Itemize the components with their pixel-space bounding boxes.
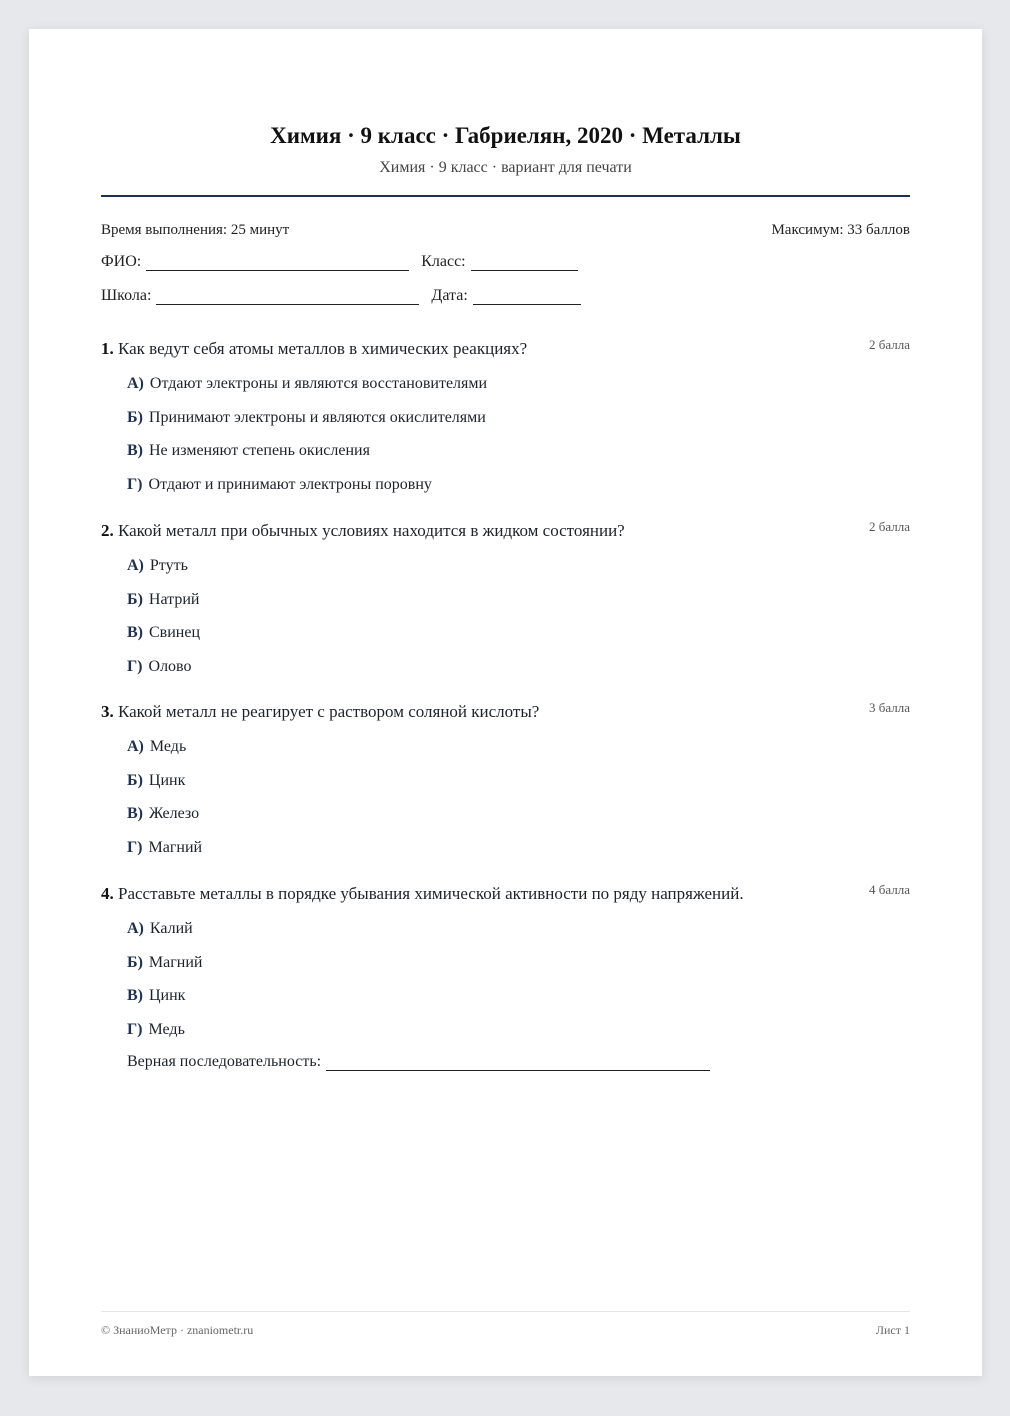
option-a[interactable]	[127, 374, 910, 408]
option-b[interactable]	[127, 771, 910, 805]
option-letter: Г)	[127, 838, 143, 856]
option-letter: Б)	[127, 408, 143, 426]
page-subtitle: Химия · 9 класс · вариант для печати	[379, 159, 632, 176]
question-1	[101, 339, 910, 508]
options-list	[101, 919, 910, 1053]
question-header	[101, 702, 910, 726]
option-b[interactable]	[127, 408, 910, 442]
footer-sheet-number: Лист 1	[875, 1323, 910, 1337]
option-letter: Б)	[127, 953, 143, 971]
max-score: Максимум: 33 баллов	[771, 222, 910, 238]
options-list	[101, 374, 910, 508]
sequence-label: Верная последовательность:	[127, 1053, 322, 1070]
option-a[interactable]	[127, 556, 910, 590]
question-points: 2 балла	[869, 337, 910, 352]
option-letter: А)	[127, 375, 144, 392]
option-v[interactable]	[127, 623, 910, 657]
option-a[interactable]	[127, 737, 910, 771]
option-text: Ртуть	[149, 557, 188, 574]
option-text: Магний	[148, 953, 203, 971]
option-letter: Г)	[127, 1020, 143, 1038]
option-text: Натрий	[148, 590, 200, 608]
fio-class-row	[101, 253, 590, 271]
option-text: Принимают электроны и являются окислителями	[148, 408, 486, 426]
option-text: Отдают электроны и являются восстановителями	[149, 375, 488, 392]
question-text: Расставьте металлы в порядке убывания химической активности по ряду напряжений.	[118, 884, 744, 903]
option-letter: А)	[127, 557, 144, 574]
option-text: Магний	[148, 838, 203, 856]
school-label: Школа:	[101, 287, 152, 304]
option-letter: Г)	[127, 657, 143, 675]
school-date-row	[101, 287, 593, 305]
sequence-answer-field[interactable]	[326, 1056, 710, 1071]
time-limit: Время выполнения: 25 минут	[101, 222, 290, 238]
question-number: 2.	[101, 521, 114, 540]
sequence-answer-row	[127, 1053, 910, 1071]
option-v[interactable]	[127, 441, 910, 475]
option-letter: Б)	[127, 771, 143, 789]
option-letter: В)	[127, 805, 143, 822]
option-letter: А)	[127, 920, 144, 937]
option-letter: Б)	[127, 590, 143, 608]
option-g[interactable]	[127, 838, 910, 872]
question-number: 4.	[101, 884, 114, 903]
worksheet-page	[29, 29, 982, 1376]
option-text: Свинец	[149, 624, 201, 641]
class-field[interactable]	[471, 256, 578, 271]
option-letter: В)	[127, 442, 143, 459]
option-letter: В)	[127, 624, 143, 641]
option-a[interactable]	[127, 919, 910, 953]
page-title: Химия · 9 класс · Габриелян, 2020 · Металлы	[270, 123, 741, 148]
option-g[interactable]	[127, 1020, 910, 1054]
question-3	[101, 702, 910, 871]
class-label: Класс:	[421, 253, 466, 270]
option-text: Медь	[149, 738, 187, 755]
option-text: Цинк	[149, 987, 186, 1004]
option-text: Не изменяют степень окисления	[149, 442, 370, 459]
option-letter: В)	[127, 987, 143, 1004]
question-2	[101, 521, 910, 690]
footer-divider	[101, 1311, 910, 1312]
question-header	[101, 884, 910, 908]
question-number: 1.	[101, 339, 114, 358]
date-label: Дата:	[431, 287, 468, 304]
option-b[interactable]	[127, 590, 910, 624]
fio-field[interactable]	[146, 256, 409, 271]
question-points: 2 балла	[869, 519, 910, 534]
option-text: Цинк	[148, 771, 186, 789]
option-text: Олово	[148, 657, 192, 675]
question-text: Какой металл при обычных условиях находится в жидком состоянии?	[118, 521, 625, 540]
option-g[interactable]	[127, 475, 910, 509]
question-number: 3.	[101, 702, 114, 721]
question-header	[101, 339, 910, 363]
question-points: 3 балла	[869, 700, 910, 715]
date-field[interactable]	[473, 290, 581, 305]
option-text: Медь	[148, 1020, 185, 1038]
option-g[interactable]	[127, 657, 910, 691]
options-list	[101, 737, 910, 871]
option-v[interactable]	[127, 986, 910, 1020]
question-header	[101, 521, 910, 545]
option-text: Калий	[149, 920, 193, 937]
school-field[interactable]	[156, 290, 419, 305]
question-text: Как ведут себя атомы металлов в химических реакциях?	[118, 339, 528, 358]
header-divider	[101, 195, 910, 197]
question-points: 4 балла	[869, 882, 910, 897]
fio-label: ФИО:	[101, 253, 142, 270]
option-text: Отдают и принимают электроны поровну	[148, 475, 432, 493]
footer-copyright: © ЗнаниоМетр · znaniometr.ru	[101, 1323, 254, 1337]
question-4	[101, 884, 910, 1071]
option-text: Железо	[149, 805, 200, 822]
option-letter: А)	[127, 738, 144, 755]
option-v[interactable]	[127, 804, 910, 838]
options-list	[101, 556, 910, 690]
question-text: Какой металл не реагирует с раствором соляной кислоты?	[118, 702, 540, 721]
option-b[interactable]	[127, 953, 910, 987]
option-letter: Г)	[127, 475, 143, 493]
